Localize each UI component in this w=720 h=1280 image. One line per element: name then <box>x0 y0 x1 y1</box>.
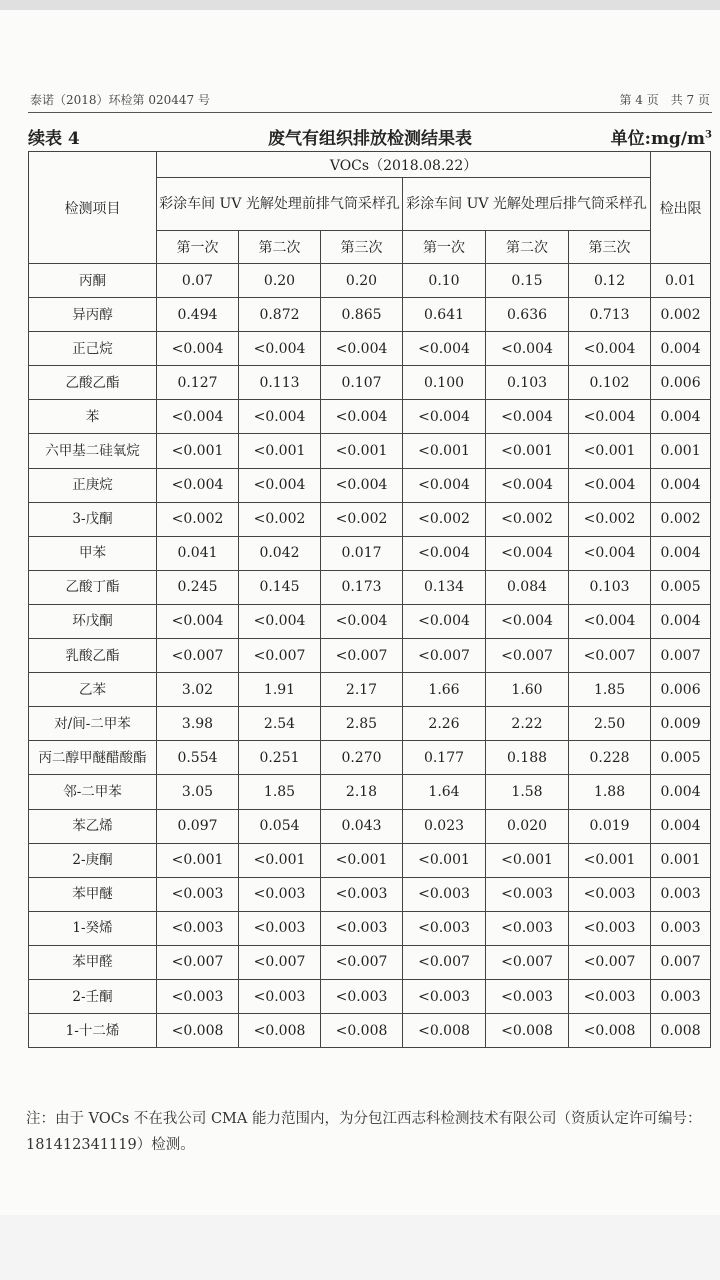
value-cell: <0.003 <box>157 911 239 945</box>
limit-cell: 0.003 <box>651 911 711 945</box>
item-cell: 1-癸烯 <box>29 911 157 945</box>
value-cell: <0.008 <box>486 1014 569 1048</box>
table-row <box>29 502 711 536</box>
run-header: 第三次 <box>569 231 651 264</box>
table-row <box>29 877 711 911</box>
results-table <box>28 151 711 1048</box>
page-header <box>30 91 710 113</box>
value-cell: 0.054 <box>239 809 321 843</box>
value-cell: <0.003 <box>569 911 651 945</box>
limit-cell: 0.005 <box>651 570 711 604</box>
value-cell: 0.188 <box>486 741 569 775</box>
item-cell: 丙酮 <box>29 264 157 298</box>
before-header: 彩涂车间 UV 光解处理前排气筒采样孔 <box>157 178 403 231</box>
value-cell: 1.91 <box>239 673 321 707</box>
item-cell: 正己烷 <box>29 332 157 366</box>
value-cell: 0.041 <box>157 536 239 570</box>
limit-cell: 0.01 <box>651 264 711 298</box>
limit-cell: 0.001 <box>651 843 711 877</box>
value-cell: <0.002 <box>403 502 486 536</box>
page-info: 第 4 页 共 7 页 <box>619 93 710 107</box>
value-cell: 0.177 <box>403 741 486 775</box>
value-cell: <0.003 <box>486 877 569 911</box>
value-cell: 2.50 <box>569 707 651 741</box>
value-cell: <0.004 <box>569 400 651 434</box>
limit-cell: 0.005 <box>651 741 711 775</box>
table-row <box>29 945 711 979</box>
limit-cell: 0.008 <box>651 1014 711 1048</box>
limit-header: 检出限 <box>651 152 711 264</box>
table-title: 废气有组织排放检测结果表 <box>268 129 472 149</box>
value-cell: 1.66 <box>403 673 486 707</box>
table-row <box>29 911 711 945</box>
value-cell: <0.007 <box>403 945 486 979</box>
value-cell: 0.084 <box>486 570 569 604</box>
item-cell: 甲苯 <box>29 536 157 570</box>
table-row <box>29 843 711 877</box>
limit-cell: 0.006 <box>651 673 711 707</box>
unit-text: 单位:mg/m <box>610 129 706 149</box>
value-cell: <0.003 <box>403 911 486 945</box>
value-cell: <0.004 <box>321 400 403 434</box>
item-cell: 环戊酮 <box>29 604 157 638</box>
value-cell: 3.98 <box>157 707 239 741</box>
value-cell: <0.007 <box>157 639 239 673</box>
footnote: 注：由于 VOCs 不在我公司 CMA 能力范围内，为分包江西志科检测技术有限公司（资质认定许可编号：181412341119）检测。 <box>26 1111 702 1153</box>
limit-cell: 0.004 <box>651 332 711 366</box>
value-cell: <0.004 <box>569 604 651 638</box>
value-cell: <0.001 <box>403 843 486 877</box>
value-cell: <0.002 <box>321 502 403 536</box>
value-cell: <0.002 <box>157 502 239 536</box>
item-cell: 异丙醇 <box>29 298 157 332</box>
value-cell: 1.64 <box>403 775 486 809</box>
value-cell: <0.004 <box>239 400 321 434</box>
value-cell: 0.017 <box>321 536 403 570</box>
value-cell: <0.001 <box>486 843 569 877</box>
value-cell: <0.001 <box>239 434 321 468</box>
item-cell: 丙二醇甲醚醋酸酯 <box>29 741 157 775</box>
value-cell: 0.113 <box>239 366 321 400</box>
value-cell: <0.007 <box>569 945 651 979</box>
value-cell: 2.22 <box>486 707 569 741</box>
value-cell: <0.003 <box>569 877 651 911</box>
value-cell: <0.007 <box>321 639 403 673</box>
value-cell: 0.228 <box>569 741 651 775</box>
value-cell: <0.004 <box>321 604 403 638</box>
value-cell: 2.85 <box>321 707 403 741</box>
value-cell: <0.004 <box>239 468 321 502</box>
item-cell: 乙酸丁酯 <box>29 570 157 604</box>
value-cell: <0.007 <box>239 945 321 979</box>
value-cell: 0.145 <box>239 570 321 604</box>
value-cell: <0.004 <box>157 604 239 638</box>
value-cell: 0.07 <box>157 264 239 298</box>
limit-cell: 0.004 <box>651 775 711 809</box>
value-cell: <0.004 <box>321 468 403 502</box>
value-cell: <0.007 <box>321 945 403 979</box>
value-cell: <0.008 <box>239 1014 321 1048</box>
value-cell: <0.003 <box>321 979 403 1013</box>
value-cell: 2.17 <box>321 673 403 707</box>
table-row <box>29 979 711 1013</box>
table-row <box>29 707 711 741</box>
limit-cell: 0.004 <box>651 604 711 638</box>
item-cell: 邻-二甲苯 <box>29 775 157 809</box>
value-cell: <0.003 <box>486 911 569 945</box>
value-cell: <0.004 <box>321 332 403 366</box>
value-cell: <0.002 <box>486 502 569 536</box>
limit-cell: 0.007 <box>651 945 711 979</box>
report-number: 泰诺（2018）环检第 020447 号 <box>30 93 210 107</box>
table-label: 续表 4 <box>28 129 80 149</box>
value-cell: 0.107 <box>321 366 403 400</box>
item-cell: 1-十二烯 <box>29 1014 157 1048</box>
limit-cell: 0.006 <box>651 366 711 400</box>
item-header: 检测项目 <box>29 152 157 264</box>
limit-cell: 0.004 <box>651 809 711 843</box>
table-row <box>29 775 711 809</box>
limit-cell: 0.004 <box>651 468 711 502</box>
value-cell: <0.008 <box>569 1014 651 1048</box>
value-cell: <0.004 <box>403 332 486 366</box>
value-cell: 0.103 <box>569 570 651 604</box>
value-cell: <0.007 <box>486 945 569 979</box>
run-header: 第二次 <box>486 231 569 264</box>
value-cell: <0.001 <box>486 434 569 468</box>
value-cell: <0.004 <box>157 468 239 502</box>
run-header: 第二次 <box>239 231 321 264</box>
bottom-strip <box>0 1215 720 1280</box>
value-cell: <0.003 <box>239 911 321 945</box>
value-cell: 0.100 <box>403 366 486 400</box>
table-row <box>29 570 711 604</box>
value-cell: <0.003 <box>569 979 651 1013</box>
value-cell: <0.004 <box>403 468 486 502</box>
item-cell: 苯甲醛 <box>29 945 157 979</box>
value-cell: <0.001 <box>321 843 403 877</box>
table-row <box>29 332 711 366</box>
value-cell: 2.18 <box>321 775 403 809</box>
value-cell: 0.097 <box>157 809 239 843</box>
item-cell: 苯乙烯 <box>29 809 157 843</box>
table-row <box>29 468 711 502</box>
value-cell: 1.58 <box>486 775 569 809</box>
item-cell: 3-戊酮 <box>29 502 157 536</box>
value-cell: <0.001 <box>157 843 239 877</box>
item-cell: 2-壬酮 <box>29 979 157 1013</box>
item-cell: 乙苯 <box>29 673 157 707</box>
value-cell: <0.001 <box>321 434 403 468</box>
value-cell: <0.003 <box>321 877 403 911</box>
table-row <box>29 264 711 298</box>
group-header: VOCs（2018.08.22） <box>157 152 651 178</box>
limit-cell: 0.003 <box>651 979 711 1013</box>
value-cell: 0.134 <box>403 570 486 604</box>
value-cell: 0.103 <box>486 366 569 400</box>
value-cell: 0.15 <box>486 264 569 298</box>
value-cell: 0.245 <box>157 570 239 604</box>
limit-cell: 0.009 <box>651 707 711 741</box>
header-divider <box>28 112 712 113</box>
unit-label <box>611 124 712 149</box>
table-row <box>29 400 711 434</box>
value-cell: 1.88 <box>569 775 651 809</box>
value-cell: <0.003 <box>403 877 486 911</box>
value-cell: <0.001 <box>239 843 321 877</box>
value-cell: <0.003 <box>403 979 486 1013</box>
value-cell: <0.004 <box>486 400 569 434</box>
value-cell: <0.003 <box>239 877 321 911</box>
value-cell: <0.001 <box>569 843 651 877</box>
value-cell: <0.001 <box>403 434 486 468</box>
value-cell: <0.004 <box>403 400 486 434</box>
value-cell: 0.636 <box>486 298 569 332</box>
value-cell: 0.043 <box>321 809 403 843</box>
value-cell: 0.251 <box>239 741 321 775</box>
value-cell: 1.85 <box>239 775 321 809</box>
value-cell: <0.007 <box>486 639 569 673</box>
value-cell: 0.020 <box>486 809 569 843</box>
item-cell: 正庚烷 <box>29 468 157 502</box>
value-cell: 0.20 <box>239 264 321 298</box>
value-cell: <0.001 <box>157 434 239 468</box>
value-cell: <0.001 <box>569 434 651 468</box>
window-top-bar <box>0 0 720 10</box>
value-cell: 0.270 <box>321 741 403 775</box>
value-cell: <0.003 <box>321 911 403 945</box>
value-cell: 2.54 <box>239 707 321 741</box>
value-cell: <0.004 <box>486 468 569 502</box>
item-cell: 对/间-二甲苯 <box>29 707 157 741</box>
table-row <box>29 536 711 570</box>
value-cell: 0.102 <box>569 366 651 400</box>
value-cell: 0.127 <box>157 366 239 400</box>
table-row <box>29 366 711 400</box>
value-cell: 3.05 <box>157 775 239 809</box>
value-cell: <0.003 <box>157 979 239 1013</box>
limit-cell: 0.003 <box>651 877 711 911</box>
value-cell: 0.872 <box>239 298 321 332</box>
limit-cell: 0.002 <box>651 298 711 332</box>
value-cell: 1.85 <box>569 673 651 707</box>
value-cell: <0.007 <box>157 945 239 979</box>
value-cell: <0.008 <box>321 1014 403 1048</box>
value-cell: 3.02 <box>157 673 239 707</box>
run-header: 第一次 <box>157 231 239 264</box>
value-cell: 0.019 <box>569 809 651 843</box>
value-cell: <0.003 <box>157 877 239 911</box>
value-cell: <0.004 <box>403 536 486 570</box>
run-header: 第三次 <box>321 231 403 264</box>
item-cell: 苯甲醚 <box>29 877 157 911</box>
value-cell: <0.007 <box>569 639 651 673</box>
table-row <box>29 298 711 332</box>
limit-cell: 0.004 <box>651 400 711 434</box>
value-cell: 0.20 <box>321 264 403 298</box>
value-cell: 0.494 <box>157 298 239 332</box>
value-cell: <0.003 <box>239 979 321 1013</box>
value-cell: 0.023 <box>403 809 486 843</box>
table-row <box>29 639 711 673</box>
value-cell: <0.004 <box>239 604 321 638</box>
item-cell: 苯 <box>29 400 157 434</box>
value-cell: <0.004 <box>569 332 651 366</box>
value-cell: <0.004 <box>486 332 569 366</box>
value-cell: 2.26 <box>403 707 486 741</box>
value-cell: <0.004 <box>486 536 569 570</box>
table-row <box>29 673 711 707</box>
item-cell: 乙酸乙酯 <box>29 366 157 400</box>
item-cell: 乳酸乙酯 <box>29 639 157 673</box>
value-cell: 0.865 <box>321 298 403 332</box>
value-cell: 0.713 <box>569 298 651 332</box>
value-cell: 1.60 <box>486 673 569 707</box>
value-cell: <0.004 <box>157 400 239 434</box>
after-header: 彩涂车间 UV 光解处理后排气筒采样孔 <box>403 178 651 231</box>
limit-cell: 0.002 <box>651 502 711 536</box>
table-row <box>29 604 711 638</box>
value-cell: <0.008 <box>403 1014 486 1048</box>
value-cell: <0.007 <box>239 639 321 673</box>
value-cell: 0.12 <box>569 264 651 298</box>
value-cell: <0.003 <box>486 979 569 1013</box>
value-cell: <0.004 <box>569 468 651 502</box>
value-cell: <0.002 <box>569 502 651 536</box>
value-cell: <0.008 <box>157 1014 239 1048</box>
table-row <box>29 809 711 843</box>
unit-superscript: 3 <box>705 129 712 141</box>
value-cell: <0.002 <box>239 502 321 536</box>
value-cell: 0.042 <box>239 536 321 570</box>
value-cell: <0.004 <box>403 604 486 638</box>
limit-cell: 0.004 <box>651 536 711 570</box>
limit-cell: 0.001 <box>651 434 711 468</box>
table-row <box>29 1014 711 1048</box>
value-cell: 0.641 <box>403 298 486 332</box>
value-cell: 0.173 <box>321 570 403 604</box>
value-cell: <0.007 <box>403 639 486 673</box>
item-cell: 2-庚酮 <box>29 843 157 877</box>
value-cell: <0.004 <box>486 604 569 638</box>
run-header: 第一次 <box>403 231 486 264</box>
value-cell: <0.004 <box>157 332 239 366</box>
table-title-row <box>28 122 712 148</box>
value-cell: 0.554 <box>157 741 239 775</box>
table-row <box>29 741 711 775</box>
item-cell: 六甲基二硅氧烷 <box>29 434 157 468</box>
value-cell: <0.004 <box>569 536 651 570</box>
value-cell: <0.004 <box>239 332 321 366</box>
value-cell: 0.10 <box>403 264 486 298</box>
table-row <box>29 434 711 468</box>
limit-cell: 0.007 <box>651 639 711 673</box>
